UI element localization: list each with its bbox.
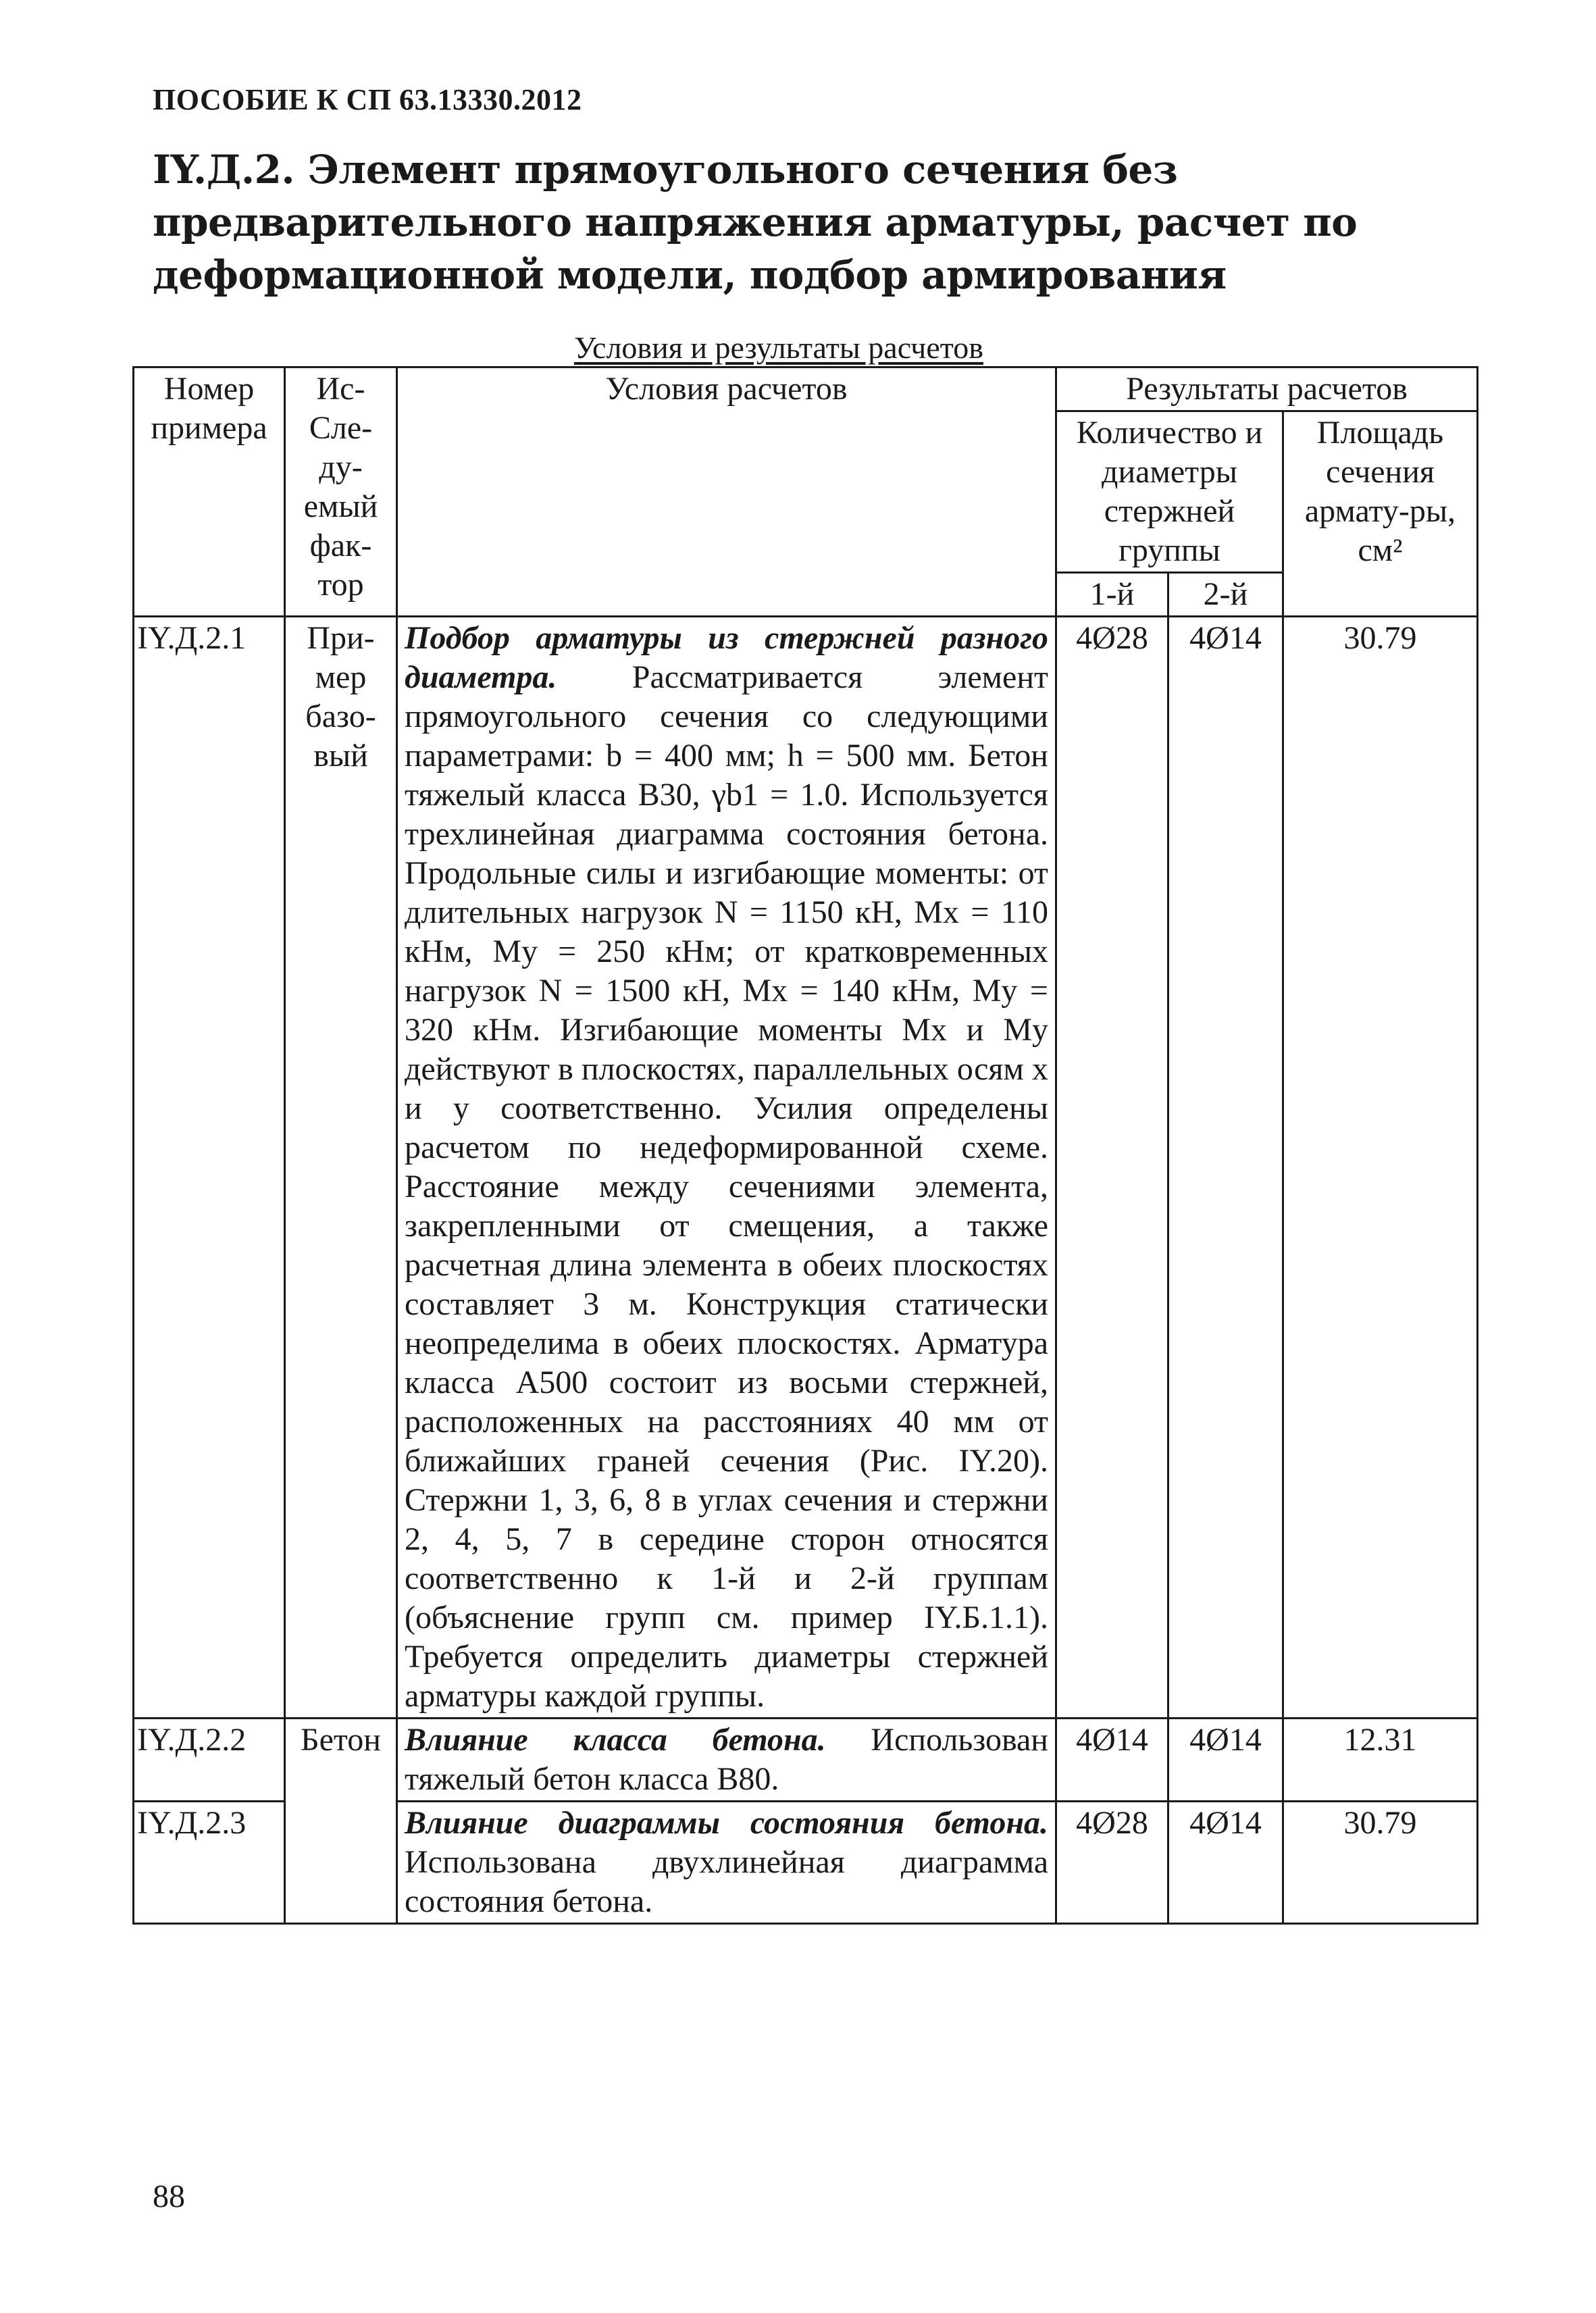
- conditions-cell: [397, 617, 1056, 1719]
- group2-cell: 4Ø14: [1168, 1802, 1283, 1924]
- section-title: IY.Д.2. Элемент прямоугольного сечения без предварительного напряжения арматуры, расчет по деформационной модели, подбор армирования: [153, 147, 1358, 298]
- group1-cell: 4Ø14: [1056, 1719, 1168, 1802]
- group1-cell: 4Ø28: [1056, 1802, 1168, 1924]
- col-header-number: Номер примера: [134, 367, 285, 617]
- table-row: [134, 617, 1478, 1719]
- example-number: IY.Д.2.2: [134, 1719, 285, 1802]
- col-header-group2: 2-й: [1168, 573, 1283, 617]
- conditions-text: Использована двухлинейная диаграмма состояния бетона.: [405, 1844, 1048, 1919]
- results-table: [132, 366, 1478, 1925]
- col-header-results: Результаты расчетов: [1056, 367, 1478, 411]
- col-header-group1: 1-й: [1056, 573, 1168, 617]
- factor-cell: При- мер базо- вый: [285, 617, 397, 1719]
- conditions-cell: [397, 1802, 1056, 1924]
- table-row: [134, 1719, 1478, 1802]
- col-header-bars: Количество и диаметры стержней группы: [1056, 411, 1283, 573]
- col-header-factor: Ис- Сле- ду- емый фак- тор: [285, 367, 397, 617]
- group2-cell: 4Ø14: [1168, 617, 1283, 1719]
- col-header-conditions: Условия расчетов: [397, 367, 1056, 617]
- factor-cell: Бетон: [285, 1719, 397, 1924]
- group2-cell: 4Ø14: [1168, 1719, 1283, 1802]
- conditions-cell: [397, 1719, 1056, 1802]
- conditions-title: Подбор арматуры из стержней разного диаметра.: [405, 620, 1048, 695]
- conditions-text: Использован тяжелый бетон класса В80.: [405, 1722, 1048, 1797]
- conditions-title: Влияние класса бетона.: [405, 1722, 826, 1758]
- area-cell: 12.31: [1283, 1719, 1478, 1802]
- col-header-area: Площадь сечения армату-ры, см²: [1283, 411, 1478, 617]
- document-header: ПОСОБИЕ К СП 63.13330.2012: [153, 83, 582, 116]
- example-number: IY.Д.2.3: [134, 1802, 285, 1924]
- conditions-title: Влияние диаграммы состояния бетона.: [405, 1805, 1048, 1841]
- page-number: 88: [153, 2179, 185, 2214]
- conditions-text: Рассматривается элемент прямоугольного сечения со следующими параметрами: b = 400 мм; h = 500 мм. Бетон тяжелый класса В30, γb1 = 1.0. Используется трехлинейная диаграмма состояния бетона. Продольные силы и изгибающие моменты: от длительных нагрузок N = 1150 кН, Mx = 110 кНм, My = 250 кНм; от кратковременных нагрузок N = 1500 кН, Mx = 140 кНм, My = 320 кНм. Изгибающие моменты Mx и My действуют в плоскостях, параллельных осям x и y соответственно. Усилия определены расчетом по недеформированной схеме. Расстояние между сечениями элемента, закрепленными от смещения, а также расчетная длина элемента в обеих плоскостях составляет 3 м. Конструкция статически неопределима в обеих плоскостях. Арматура класса А500 состоит из восьми стержней, расположенных на расстояниях 40 мм от ближайших граней сечения (Рис. IY.20). Стержни 1, 3, 6, 8 в углах сечения и стержни 2, 4, 5, 7 в середине сторон относятся соответственно к 1-й и 2-й группам (объяснение групп см. пример IY.Б.1.1). Требуется определить диаметры стержней арматуры каждой группы.: [405, 659, 1048, 1714]
- table-header-row: [134, 367, 1478, 411]
- example-number: IY.Д.2.1: [134, 617, 285, 1719]
- area-cell: 30.79: [1283, 1802, 1478, 1924]
- table-caption: Условия и результаты расчетов: [574, 330, 983, 365]
- group1-cell: 4Ø28: [1056, 617, 1168, 1719]
- area-cell: 30.79: [1283, 617, 1478, 1719]
